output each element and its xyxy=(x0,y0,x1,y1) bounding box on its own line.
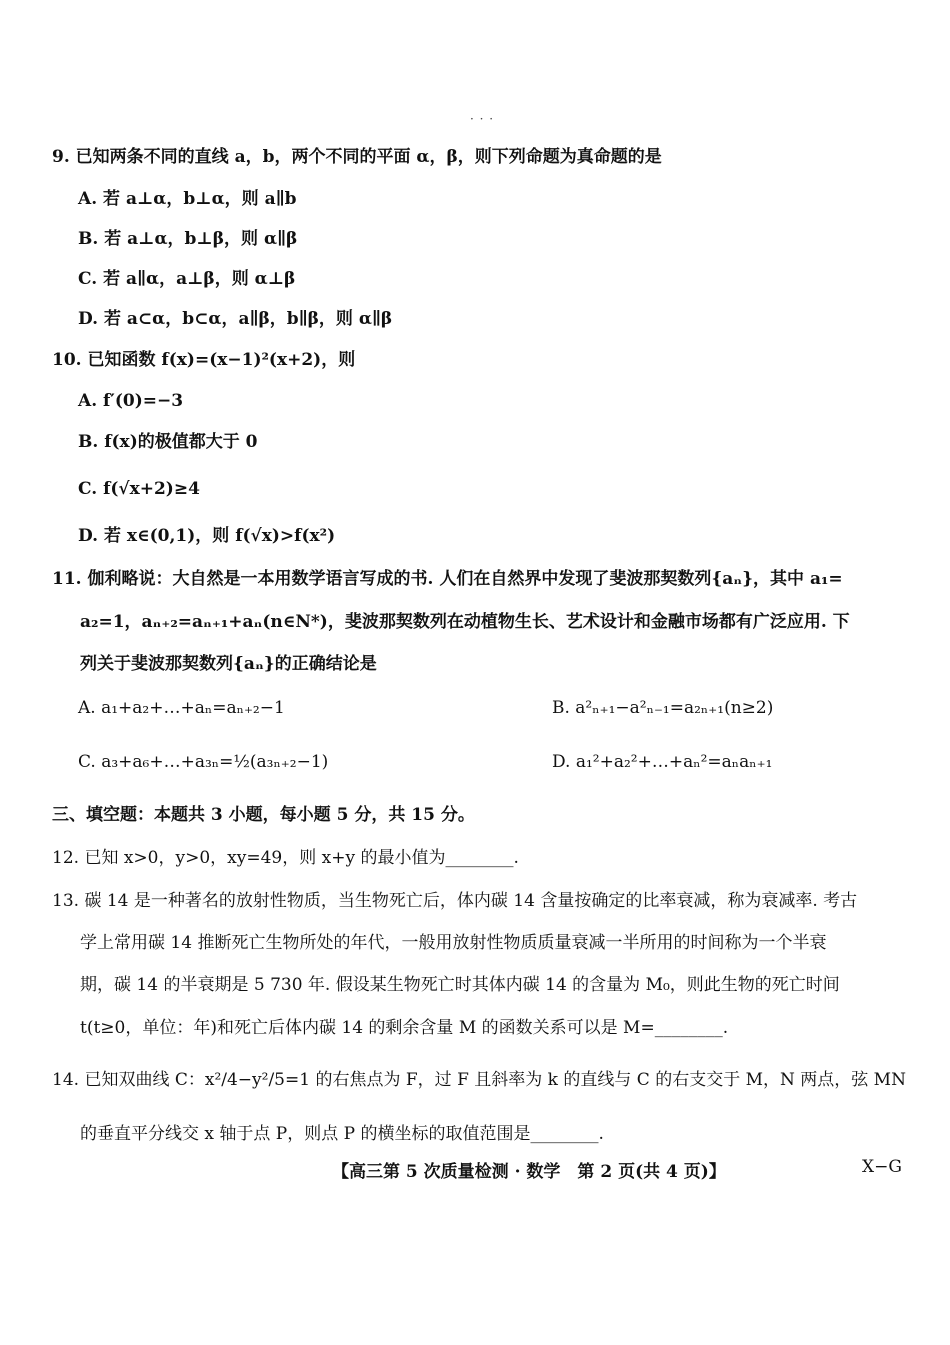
top-mark: · · · xyxy=(470,112,495,126)
q10-option-c: C. f(√x+2)≥4 xyxy=(78,479,200,499)
q9-stem: 9. 已知两条不同的直线 a，b，两个不同的平面 α，β，则下列命题为真命题的是 xyxy=(52,147,662,167)
q11-line-3: 列关于斐波那契数列{aₙ}的正确结论是 xyxy=(80,654,377,674)
q13-line-4: t(t≥0，单位：年)和死亡后体内碳 14 的剩余含量 M 的函数关系可以是 M=________. xyxy=(80,1018,729,1038)
q10-option-a: A. f′(0)=−3 xyxy=(78,391,184,411)
paper-code: X−G xyxy=(862,1157,902,1177)
q13-line-3: 期，碳 14 的半衰期是 5 730 年. 假设某生物死亡时其体内碳 14 的含量为 M₀，则此生物的死亡时间 xyxy=(80,975,840,995)
q10-stem: 10. 已知函数 f(x)=(x−1)²(x+2)，则 xyxy=(52,350,356,370)
q14-line-1: 14. 已知双曲线 C：x²/4−y²/5=1 的右焦点为 F，过 F 且斜率为 k 的直线与 C 的右支交于 M，N 两点，弦 MN xyxy=(52,1070,906,1090)
q13-line-2: 学上常用碳 14 推断死亡生物所处的年代，一般用放射性物质质量衰减一半所用的时间称为一个半衰 xyxy=(80,933,827,953)
q11-option-c: C. a₃+a₆+…+a₃ₙ=½(a₃ₙ₊₂−1) xyxy=(78,752,329,772)
q9-option-d: D. 若 a⊂α，b⊂α，a∥β，b∥β，则 α∥β xyxy=(78,309,393,329)
q12-stem: 12. 已知 x>0，y>0，xy=49，则 x+y 的最小值为________. xyxy=(52,848,519,868)
q11-option-b: B. a²ₙ₊₁−a²ₙ₋₁=a₂ₙ₊₁(n≥2) xyxy=(552,698,774,718)
q9-option-c: C. 若 a∥α，a⊥β，则 α⊥β xyxy=(78,269,296,289)
q10-option-d: D. 若 x∈(0,1)，则 f(√x)>f(x²) xyxy=(78,526,336,546)
q13-line-1: 13. 碳 14 是一种著名的放射性物质，当生物死亡后，体内碳 14 含量按确定的比率衰减，称为衰减率. 考古 xyxy=(52,891,858,911)
q9-option-a: A. 若 a⊥α，b⊥α，则 a∥b xyxy=(78,189,297,209)
q9-option-b: B. 若 a⊥α，b⊥β，则 α∥β xyxy=(78,229,298,249)
q14-line-2: 的垂直平分线交 x 轴于点 P，则点 P 的横坐标的取值范围是________. xyxy=(80,1124,604,1144)
q11-line-2: a₂=1，aₙ₊₂=aₙ₊₁+aₙ(n∈N*)，斐波那契数列在动植物生长、艺术设计和金融市场都有广泛应用. 下 xyxy=(80,612,850,632)
q10-option-b: B. f(x)的极值都大于 0 xyxy=(78,432,258,452)
q11-line-1: 11. 伽利略说：大自然是一本用数学语言写成的书. 人们在自然界中发现了斐波那契数列{aₙ}，其中 a₁= xyxy=(52,569,843,589)
page-footer: 【高三第 5 次质量检测 · 数学 第 2 页(共 4 页)】 xyxy=(332,1162,726,1182)
q11-option-d: D. a₁²+a₂²+…+aₙ²=aₙaₙ₊₁ xyxy=(552,752,773,772)
q11-option-a: A. a₁+a₂+…+aₙ=aₙ₊₂−1 xyxy=(78,698,285,718)
section-3-heading: 三、填空题：本题共 3 小题，每小题 5 分，共 15 分。 xyxy=(52,805,475,825)
